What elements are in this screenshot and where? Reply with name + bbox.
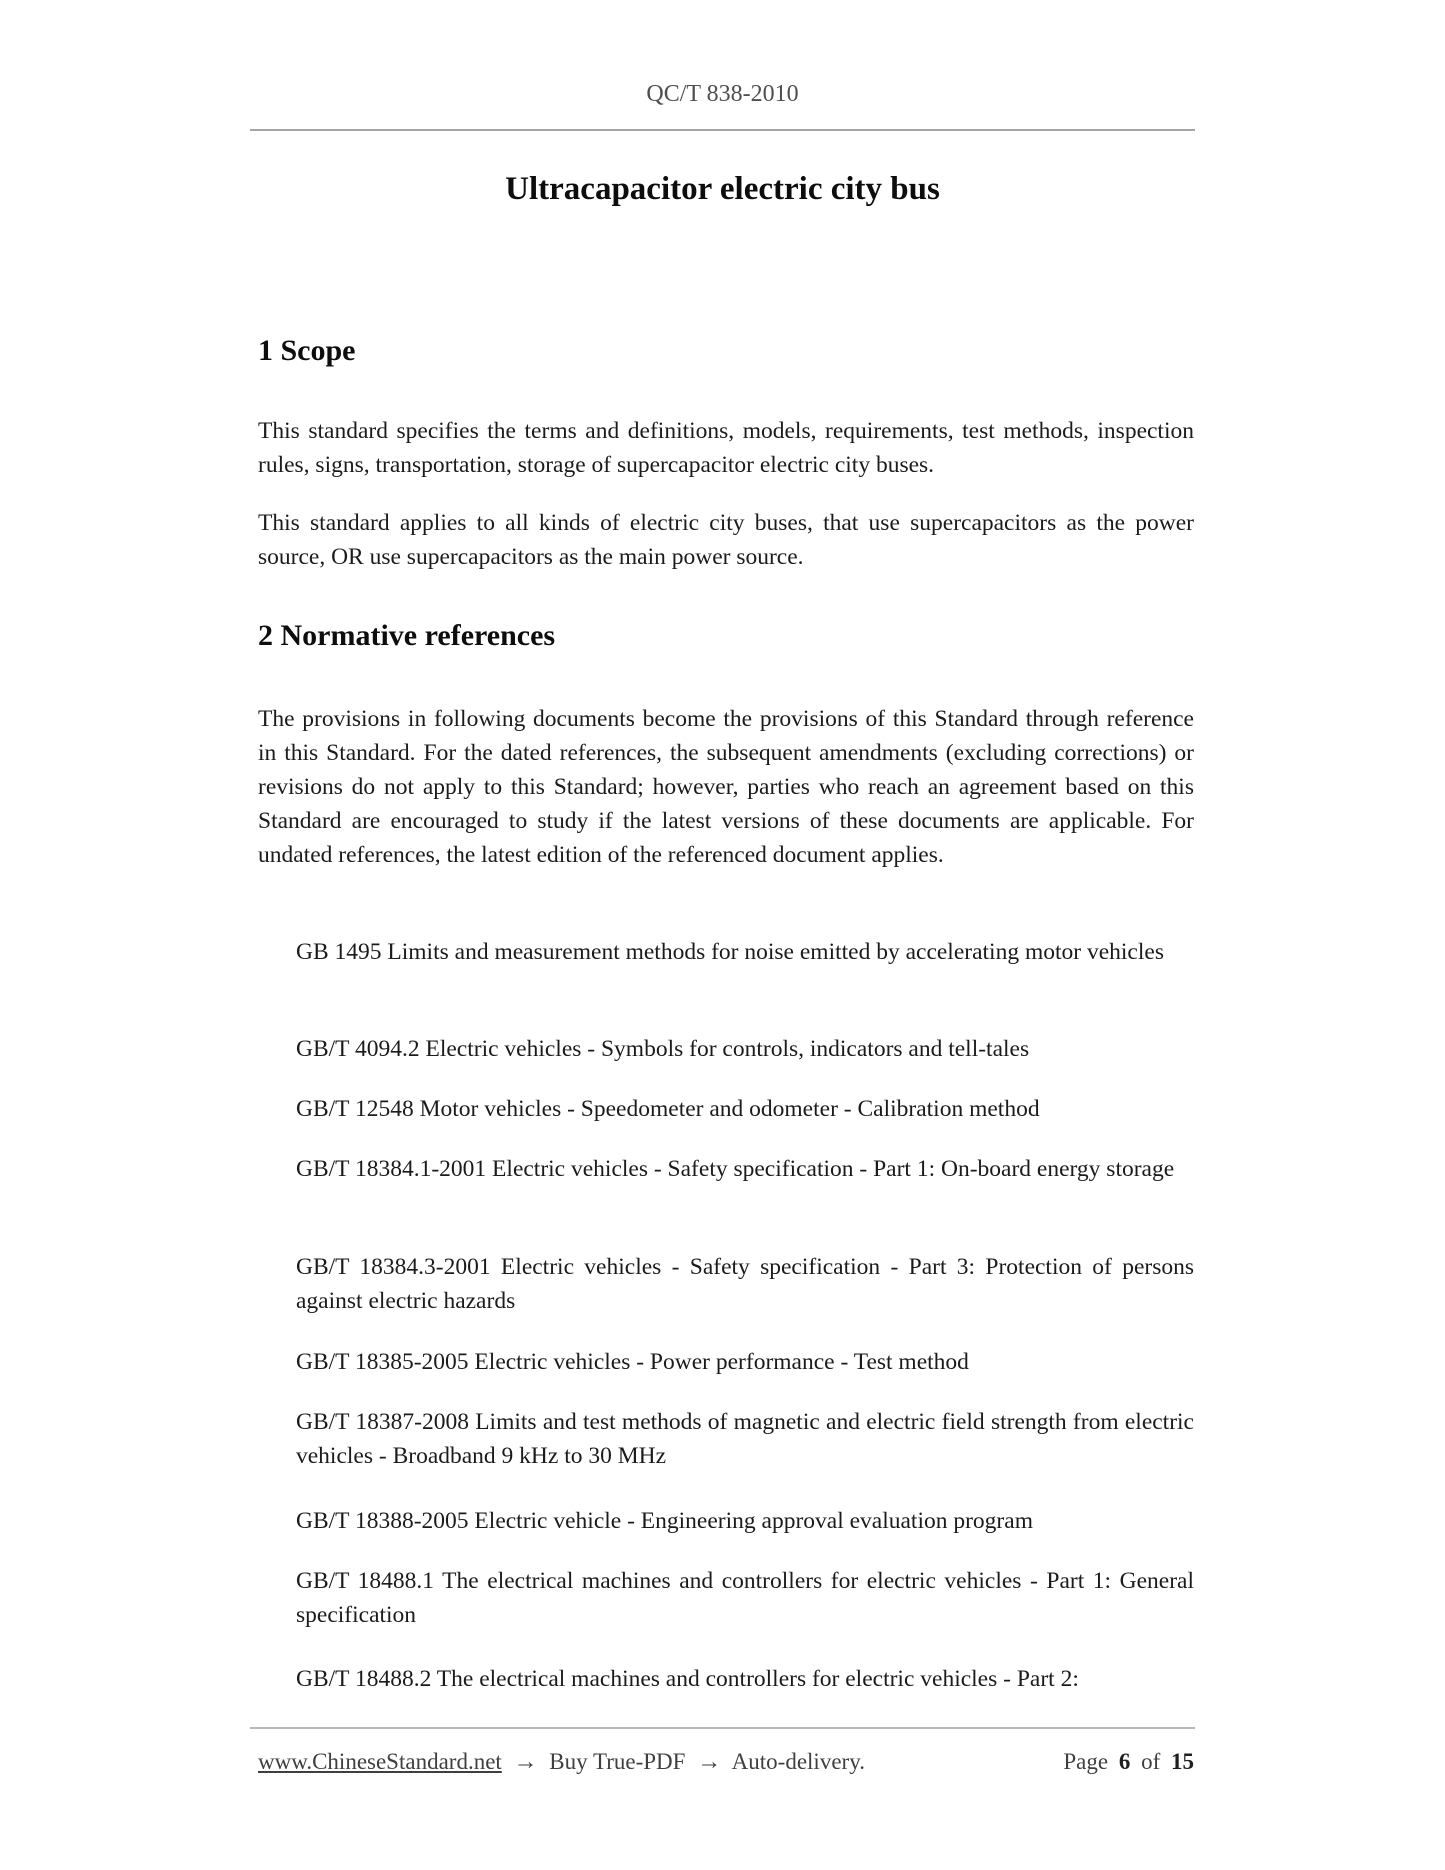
reference-item: GB/T 18488.1 The electrical machines and controllers for electric vehicles - Part 1: General specification [296,1568,1194,1628]
reference-item: GB/T 12548 Motor vehicles - Speedometer and odometer - Calibration method [296,1096,1040,1122]
reference-item: GB/T 18388-2005 Electric vehicle - Engineering approval evaluation program [296,1508,1033,1534]
reference-item: GB 1495 Limits and measurement methods for noise emitted by accelerating motor vehicles [296,939,1164,965]
buy-true-pdf-label: Buy True-PDF [549,1749,686,1774]
reference-item: GB/T 18384.3-2001 Electric vehicles - Safety specification - Part 3: Protection of persons against electric hazards [296,1254,1194,1314]
page-label: Page [1063,1749,1109,1774]
page-number-group [1058,1747,1194,1777]
section-heading-scope: 1 Scope [258,334,356,367]
normative-references-paragraph: The provisions in following documents become the provisions of this Standard through reference in this Standard. For the dated references, the subsequent amendments (excluding corrections) or revisions do not apply to this Standard; however, parties who reach an agreement based on this Standard are encouraged to study if the latest versions of these documents are applicable. For undated references, the latest edition of the referenced document applies. [258,706,1194,868]
total-page-number: 15 [1171,1749,1194,1774]
website-link[interactable]: www.ChineseStandard.net [258,1749,502,1774]
auto-delivery-label: Auto-delivery. [731,1749,865,1774]
document-title: Ultracapacitor electric city bus [505,171,940,207]
section-heading-normative-references: 2 Normative references [258,619,556,652]
current-page-number: 6 [1118,1749,1131,1774]
header-divider [250,129,1195,131]
of-label: of [1141,1749,1161,1774]
arrow-icon: → [513,1749,538,1775]
arrow-icon: → [697,1749,722,1775]
reference-item: GB/T 4094.2 Electric vehicles - Symbols for controls, indicators and tell-tales [296,1036,1030,1062]
reference-item: GB/T 18384.1-2001 Electric vehicles - Safety specification - Part 1: On-board energy storage [296,1156,1175,1182]
footer-left-group [258,1747,871,1777]
standard-code-header: QC/T 838-2010 [646,81,799,107]
reference-item: GB/T 18488.2 The electrical machines and controllers for electric vehicles - Part 2: [296,1666,1079,1692]
scope-paragraph-1: This standard specifies the terms and definitions, models, requirements, test methods, inspection rules, signs, transportation, storage of supercapacitor electric city buses. [258,418,1194,478]
reference-item: GB/T 18385-2005 Electric vehicles - Power performance - Test method [296,1349,969,1375]
page-footer [258,1747,1194,1777]
reference-item: GB/T 18387-2008 Limits and test methods of magnetic and electric field strength from electric vehicles - Broadband 9 kHz to 30 MHz [296,1409,1194,1469]
scope-paragraph-2: This standard applies to all kinds of electric city buses, that use supercapacitors as the power source, OR use supercapacitors as the main power source. [258,510,1194,570]
footer-divider [250,1727,1195,1729]
